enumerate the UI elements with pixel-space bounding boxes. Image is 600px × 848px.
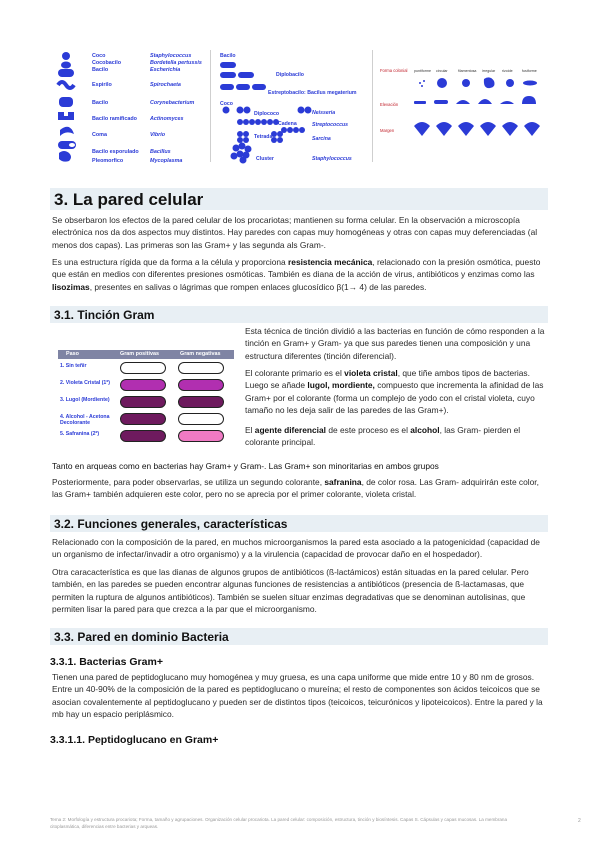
fig3-forma-1: circular xyxy=(436,69,448,73)
fig1-row5-a: Bacilo ramificado xyxy=(92,116,137,122)
fig2-staphylococcus: Staphylococcus xyxy=(312,156,352,162)
shape-icons xyxy=(58,52,76,162)
colonies-svg xyxy=(378,48,550,166)
gram-step-label: 2. Violeta Cristal (1º) xyxy=(60,380,110,386)
fig1-row3-b: Spirochaeta xyxy=(150,82,181,88)
fig3-forma-5: fusiforme xyxy=(522,69,537,73)
gram-step-label: 4. Alcohol - Acetona Decolorante xyxy=(60,414,110,426)
gram-neg-cell xyxy=(178,396,224,408)
figure-colonies xyxy=(378,48,550,166)
fig1-row7-b: Bacillus xyxy=(150,149,171,155)
fig3-forma: Forma colonial xyxy=(380,68,408,73)
gram-table-header xyxy=(58,350,234,359)
fig1-row4-a: Bacilo xyxy=(92,100,109,106)
fig3-forma-3: irregular xyxy=(482,69,496,73)
gram-neg-cell xyxy=(178,379,224,391)
fig1-row2-b: Escherichia xyxy=(150,67,181,73)
fig2-neisseria: Neisseria xyxy=(312,110,336,116)
section-heading-tincion-gram xyxy=(50,306,548,323)
heading-text: 3.1. Tinción Gram xyxy=(54,308,155,322)
fig2-bacilo: Bacilo xyxy=(220,53,236,59)
subheading-bacterias-gram-pos: 3.3.1. Bacterias Gram+ xyxy=(50,656,163,668)
fig1-row1-a: Cocobacilo xyxy=(92,60,122,66)
gram-pos-cell xyxy=(120,396,166,408)
heading-text: 3. La pared celular xyxy=(54,190,204,209)
subheading-peptidoglucano-gram-pos: 3.3.1.1. Peptidoglucano en Gram+ xyxy=(50,734,219,746)
fig1-row8-a: Pleomorfico xyxy=(92,158,124,164)
fig1-row8-b: Mycoplasma xyxy=(150,158,183,164)
section-heading-funciones xyxy=(50,515,548,532)
paragraph-pared-intro: Se obserbaron los efectos de la pared celular de los procariotas; mantienen su forma celular. En la observación a microscopía electrónica nos da dos aspectos muy distintos. Hay paredes con capas muy homogéneas y otras con capas muy deferenciadas (al menos dos capas). Las primeras son las Gram+ y las segunda als Gram-. xyxy=(52,215,538,250)
heading-text: 3.3. Pared en dominio Bacteria xyxy=(54,630,229,644)
fig1-row3-a: Espirilo xyxy=(92,82,112,88)
gram-step-label: 3. Lugol (Mordiente) xyxy=(60,397,110,403)
fig2-cadena: Cadena xyxy=(278,121,297,127)
figure-arrangements xyxy=(216,48,366,166)
page-footer: Tema 2: Morfología y estructura procariota; Forma, tamaño y agrupaciones. Organización celular procariota. La pared celular: composición, estructura, tinción y biosíntesis. Capas S. Cápsulas y capas mucosas. La membrana citoplasmática, diferencias entre bacterias y arqueas. xyxy=(50,817,508,829)
fig1-row2-a: Bacilo xyxy=(92,67,109,73)
fig1-row0-b: Staphylococcus xyxy=(150,53,192,59)
paragraph-gram-safranina: Posteriormente, para poder observarlas, se utiliza un segundo colorante, safranina, de color rosa. Las Gram- adquirirán este color, las Gram+ también adquieren este color, pero no se aprecia por el primer colorante, violeta cristal. xyxy=(52,477,539,500)
gram-step-label: 1. Sin teñir xyxy=(60,363,87,369)
gram-col-pos: Gram positivas xyxy=(120,351,159,357)
gram-pos-cell xyxy=(120,430,166,442)
figure-divider xyxy=(210,50,211,162)
fig3-forma-0: puntiforme xyxy=(414,69,431,73)
figure-divider xyxy=(372,50,373,162)
gram-step-label: 5. Safranina (2º) xyxy=(60,431,100,437)
fig1-row7-a: Bacilo esporulado xyxy=(92,149,139,155)
fig1-row6-a: Coma xyxy=(92,132,107,138)
page-number: 2 xyxy=(578,818,581,824)
fig2-coco: Coco xyxy=(220,101,233,107)
fig3-forma-4: rizoide xyxy=(502,69,513,73)
morphology-shapes-svg xyxy=(52,48,202,166)
fig1-row5-b: Actinomyces xyxy=(150,116,184,122)
gram-col-paso: Paso xyxy=(66,351,79,357)
fig2-estreptobacilo: Estreptobacilo: Bacilus megaterium xyxy=(268,90,357,96)
paragraph-gram-pos-peptidoglucano: Tienen una pared de peptidoglucano muy homogénea y muy gruesa, es una capa uniforme que mide entre 10 y 80 nm de grosos. Entre un 40-90% de la composición de la pared es peptidoglucano o mureína; el resto de componentes son ácidos teicoicos que se asocian covalentemente al peptidoglucano y pueden ser de distintos tipos (teicoicos, teicurónicos y lipoteicoicos). Entre la pared y la mb hay un espacio periplásmico. xyxy=(52,672,543,720)
paragraph-gram-violeta: El colorante primario es el violeta cristal, que tiñe ambos tipos de bacterias. Luego se añade lugol, mordiente, compuesto que incrementa la afinidad de las Gram+ por el colorante (forma un complejo de yodo con el cristal violeta, cuyo tamaño no les deja salir de las paredes de las Gram+). xyxy=(245,368,544,416)
gram-pos-cell xyxy=(120,362,166,374)
fig2-streptococcus: Streptococcus xyxy=(312,122,349,128)
paragraph-gram-alcohol: El agente diferencial de este proceso es el alcohol, las Gram- pierden el colorante principal. xyxy=(245,425,521,448)
fig2-tetrada: Tetrada xyxy=(254,134,273,140)
gram-stain-table xyxy=(58,350,234,444)
fig1-row6-b: Vibrio xyxy=(150,132,166,138)
gram-pos-cell xyxy=(120,413,166,425)
figure-morphology-shapes xyxy=(52,48,202,166)
fig2-cluster: Cluster xyxy=(256,156,274,162)
fig1-row1-b: Bordetella pertussis xyxy=(150,60,202,66)
heading-text: 3.2. Funciones generales, características xyxy=(54,517,288,531)
paragraph-gram-arqueas: Tanto en arqueas como en bacterias hay Gram+ y Gram-. Las Gram+ son minoritarias en ambos grupos xyxy=(52,461,439,471)
fig2-diplococo: Diplococo xyxy=(254,111,280,117)
section-heading-pared-bacteria xyxy=(50,628,548,645)
arrangements-svg xyxy=(216,48,366,166)
gram-col-neg: Gram negativas xyxy=(180,351,221,357)
gram-pos-cell xyxy=(120,379,166,391)
paragraph-gram-tecnica: Esta técnica de tinción dividió a las bacterias en función de cómo responden a la tinción en Gram+ y Gram- ya que sus paredes tienen una composición y una estructura diferentes (tinción diferencial). xyxy=(245,326,545,361)
fig3-elevacion: Elevación xyxy=(380,102,399,107)
fig1-row0-a: Coco xyxy=(92,53,106,59)
fig3-margen: Margen xyxy=(380,128,395,133)
fig2-diplobacilo: Diplobacilo xyxy=(276,72,304,78)
paragraph-funciones-patogenicidad: Relacionado con la composición de la pared, en muchos microorganismos la pared esta asociado a la patogenicidad (capacidad de un organismo de infectar/invadir a otro organismo) y a la virulencia (capacidad de provocar daño en el hospedador). xyxy=(52,537,540,560)
fig3-forma-2: filamentosa xyxy=(458,69,477,73)
gram-neg-cell xyxy=(178,413,224,425)
fig1-row4-b: Corynebacterium xyxy=(150,100,195,106)
paragraph-funciones-antibioticos: Otra caracacterística es que las dianas de algunos grupos de antibióticos (ß-lactámicos) están situadas en la pared celular. Pero también, en las paredes se pueden encontrar algunas funciones de resistencias a antibióticos (presencia de ß-lactamasas, que permiten la ruptura de algunos antibióticos). También se suelen situar enzimas degradativas que se denominan autolisinas, que permiten lisar la pared para que crezca a la par que el microorganismo. xyxy=(52,567,529,615)
section-heading-pared-celular xyxy=(50,188,548,210)
fig2-sarcina: Sarcina xyxy=(312,136,331,142)
gram-neg-cell xyxy=(178,362,224,374)
gram-neg-cell xyxy=(178,430,224,442)
paragraph-pared-estructura: Es una estructura rígida que da forma a la célula y proporciona resistencia mecánica, relacionado con la presión osmótica, puesto que están en medios con diferentes presiones osmóticas. También es diana de la acción de virus, antibióticos y enzimas como las lisozimas, presentes en salivas o lágrimas que rompen enlaces glucosídico β(1→ 4) de las paredes. xyxy=(52,257,541,292)
